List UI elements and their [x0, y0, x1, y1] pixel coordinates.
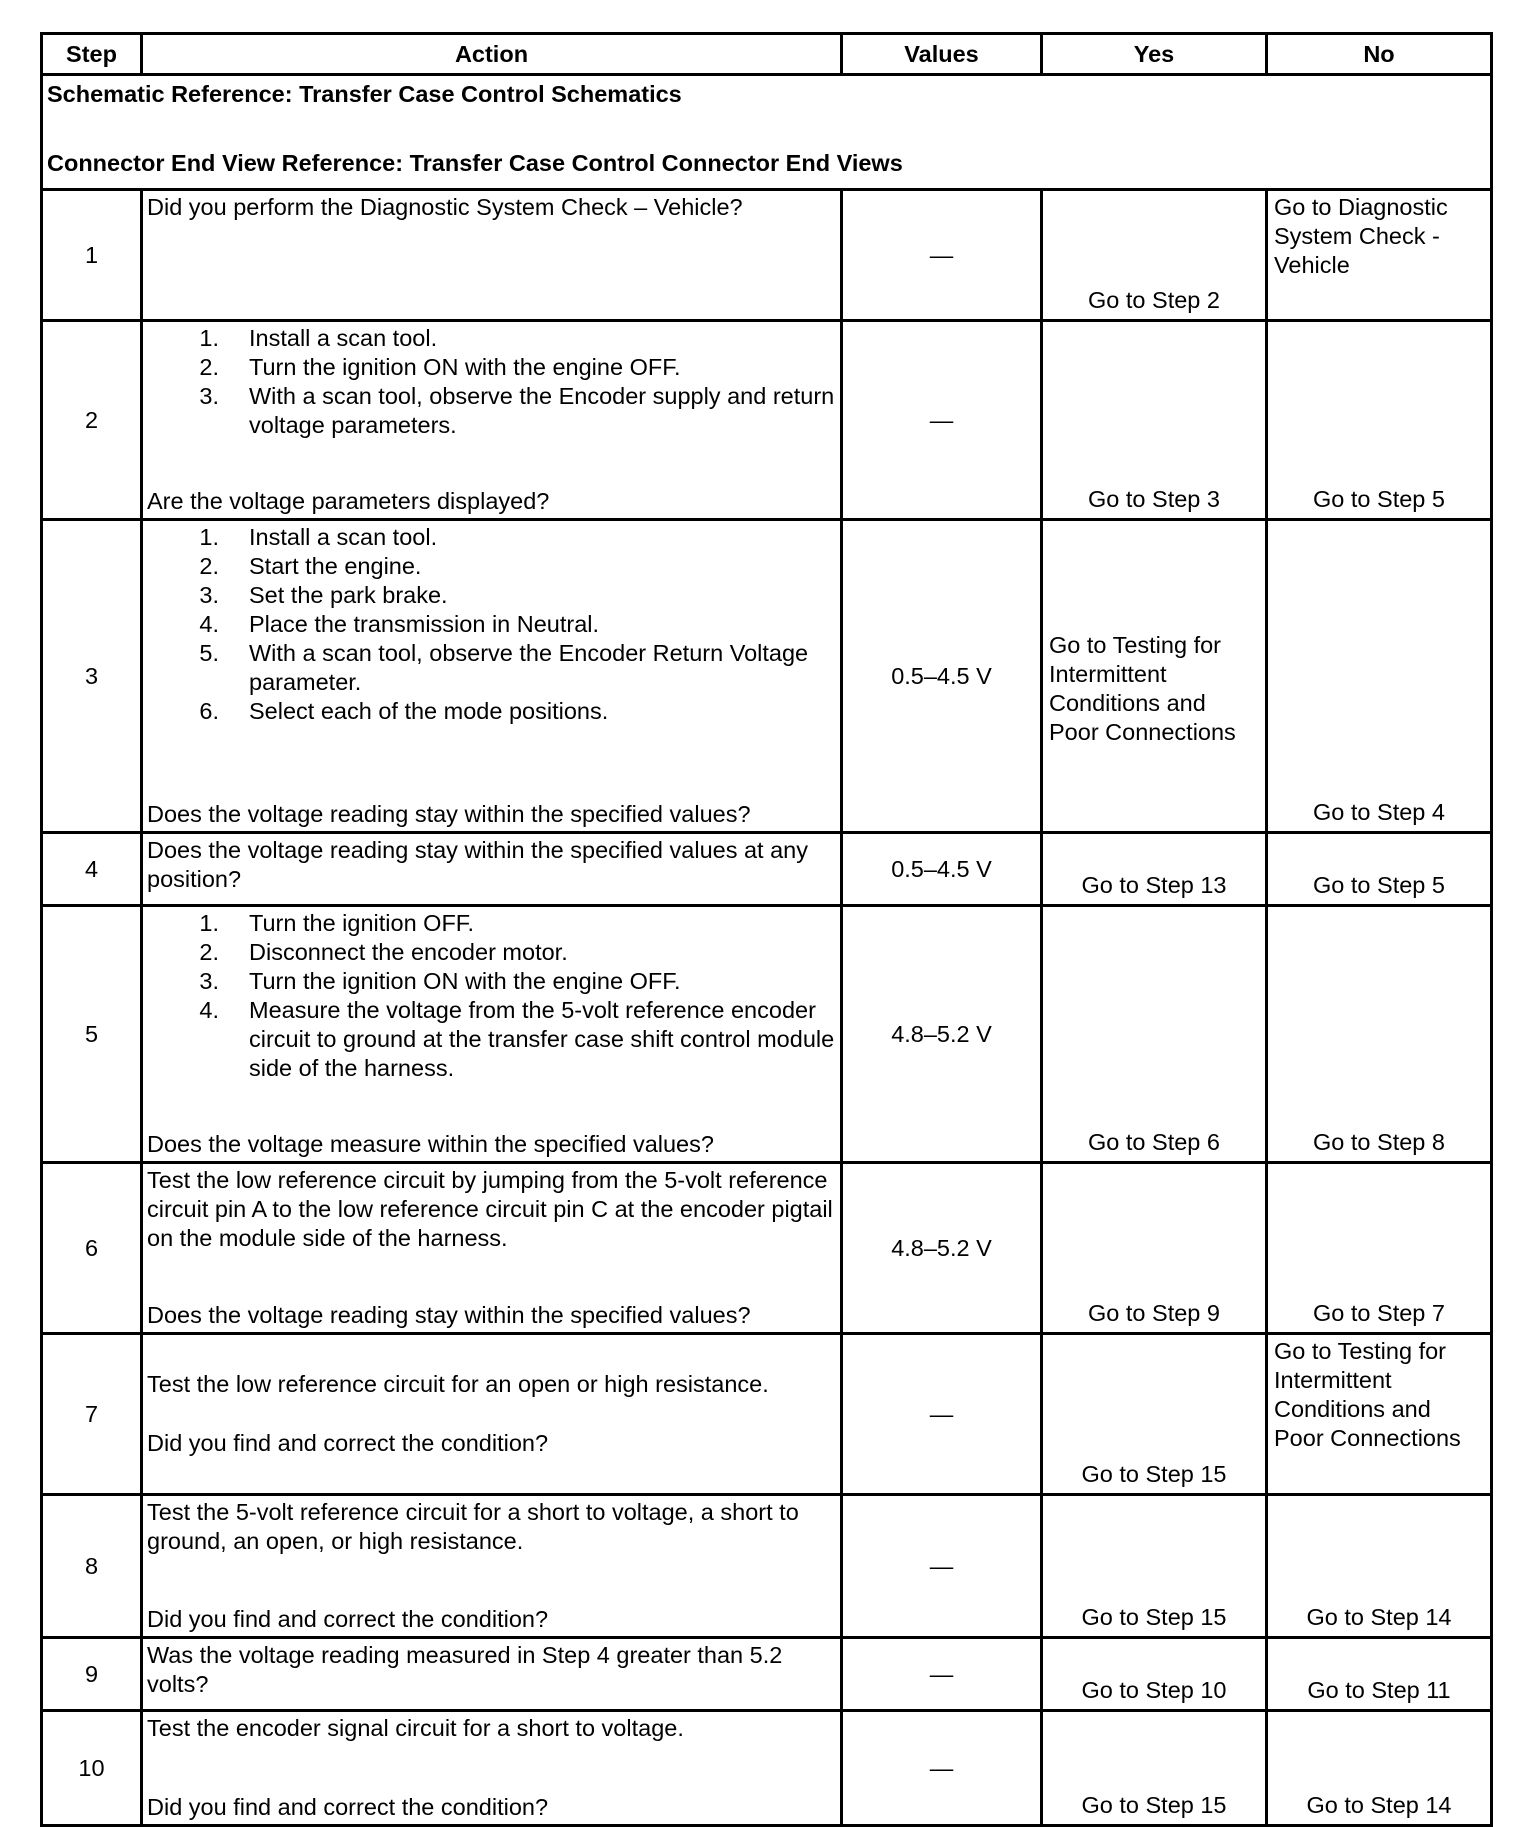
no-cell: Go to Step 4 [1267, 520, 1492, 833]
action-text: Did you perform the Diagnostic System Check – Vehicle? [147, 194, 743, 220]
step-number: 4 [42, 833, 142, 906]
action-text: Was the voltage reading measured in Step 4 greater than 5.2 volts? [147, 1642, 783, 1697]
step-number: 6 [42, 1163, 142, 1334]
table-row [42, 321, 1492, 520]
action-cell [142, 1711, 842, 1826]
action-cell [142, 906, 842, 1163]
values-cell: — [842, 1711, 1042, 1826]
no-cell: Go to Step 7 [1267, 1163, 1492, 1334]
action-cell [142, 833, 842, 906]
diagnostic-table-sheet [40, 32, 1490, 1827]
yes-cell: Go to Step 6 [1042, 906, 1267, 1163]
step-number: 9 [42, 1638, 142, 1711]
table-row [42, 1334, 1492, 1495]
action-cell [142, 190, 842, 321]
action-steps-list [147, 523, 836, 726]
values-cell: — [842, 321, 1042, 520]
values-cell: 0.5–4.5 V [842, 520, 1042, 833]
yes-cell: Go to Step 9 [1042, 1163, 1267, 1334]
yes-cell: Go to Step 3 [1042, 321, 1267, 520]
diagnostic-table [40, 32, 1493, 1827]
reference-cell [42, 75, 1492, 190]
action-cell [142, 1163, 842, 1334]
action-cell [142, 321, 842, 520]
list-item: 3. Set the park brake. [199, 582, 448, 608]
header-no: No [1267, 34, 1492, 75]
values-cell: — [842, 1638, 1042, 1711]
list-item: 5. With a scan tool, observe the Encoder Return Voltage parameter. [199, 640, 809, 695]
action-question: Does the voltage measure within the specified values? [147, 1131, 714, 1157]
action-question: Did you find and correct the condition? [147, 1606, 549, 1632]
values-cell: — [842, 1334, 1042, 1495]
list-item: 1. Install a scan tool. [199, 325, 438, 351]
step-number: 2 [42, 321, 142, 520]
action-cell [142, 520, 842, 833]
action-cell [142, 1638, 842, 1711]
action-text: Does the voltage reading stay within the specified values at any position? [147, 837, 809, 892]
step-number: 7 [42, 1334, 142, 1495]
step-number: 5 [42, 906, 142, 1163]
no-cell: Go to Step 8 [1267, 906, 1492, 1163]
no-cell: Go to Step 11 [1267, 1638, 1492, 1711]
values-cell: 4.8–5.2 V [842, 906, 1042, 1163]
connector-reference: Connector End View Reference: Transfer Case Control Connector End Views [47, 150, 903, 176]
list-item: 3. With a scan tool, observe the Encoder supply and return voltage parameters. [199, 383, 835, 438]
action-question: Did you find and correct the condition? [147, 1430, 549, 1456]
yes-cell: Go to Step 15 [1042, 1495, 1267, 1638]
reference-row [42, 75, 1492, 190]
list-item: 2. Disconnect the encoder motor. [199, 939, 568, 965]
action-text: Test the low reference circuit for an open or high resistance. [147, 1371, 769, 1397]
no-cell: Go to Step 14 [1267, 1495, 1492, 1638]
action-question: Does the voltage reading stay within the specified values? [147, 1302, 751, 1328]
table-row [42, 1711, 1492, 1826]
table-row [42, 906, 1492, 1163]
step-number: 1 [42, 190, 142, 321]
values-cell: 4.8–5.2 V [842, 1163, 1042, 1334]
table-row [42, 833, 1492, 906]
table-row [42, 190, 1492, 321]
list-item: 6. Select each of the mode positions. [199, 698, 609, 724]
list-item: 3. Turn the ignition ON with the engine OFF. [199, 968, 681, 994]
action-steps-list [147, 909, 836, 1083]
yes-cell: Go to Step 2 [1042, 190, 1267, 321]
no-cell: Go to Testing for Intermittent Conditions and Poor Connections [1267, 1334, 1492, 1495]
no-cell: Go to Diagnostic System Check - Vehicle [1267, 190, 1492, 321]
values-cell: — [842, 1495, 1042, 1638]
header-action: Action [142, 34, 842, 75]
list-item: 2. Start the engine. [199, 553, 422, 579]
yes-cell: Go to Step 15 [1042, 1711, 1267, 1826]
action-question: Does the voltage reading stay within the specified values? [147, 801, 751, 827]
action-steps-list [147, 324, 836, 440]
action-question: Are the voltage parameters displayed? [147, 488, 550, 514]
yes-cell: Go to Step 10 [1042, 1638, 1267, 1711]
header-values: Values [842, 34, 1042, 75]
no-cell: Go to Step 5 [1267, 321, 1492, 520]
values-cell: 0.5–4.5 V [842, 833, 1042, 906]
action-cell [142, 1334, 842, 1495]
yes-cell: Go to Testing for Intermittent Conditions and Poor Connections [1042, 520, 1267, 833]
step-number: 10 [42, 1711, 142, 1826]
step-number: 8 [42, 1495, 142, 1638]
list-item: 1. Install a scan tool. [199, 524, 438, 550]
action-question: Did you find and correct the condition? [147, 1794, 549, 1820]
no-cell: Go to Step 5 [1267, 833, 1492, 906]
action-cell [142, 1495, 842, 1638]
list-item: 1. Turn the ignition OFF. [199, 910, 475, 936]
list-item: 4. Place the transmission in Neutral. [199, 611, 600, 637]
values-cell: — [842, 190, 1042, 321]
table-row [42, 1495, 1492, 1638]
table-row [42, 520, 1492, 833]
action-text: Test the low reference circuit by jumping from the 5-volt reference circuit pin A to the low reference circuit pin C at the encoder pigtail on the module side of the harness. [147, 1167, 833, 1251]
action-text: Test the 5-volt reference circuit for a short to voltage, a short to ground, an open, or high resistance. [147, 1499, 799, 1554]
header-row [42, 34, 1492, 75]
action-text: Test the encoder signal circuit for a short to voltage. [147, 1715, 684, 1741]
table-row [42, 1163, 1492, 1334]
step-number: 3 [42, 520, 142, 833]
schematic-reference: Schematic Reference: Transfer Case Control Schematics [47, 81, 682, 107]
list-item: 2. Turn the ignition ON with the engine OFF. [199, 354, 681, 380]
yes-cell: Go to Step 15 [1042, 1334, 1267, 1495]
yes-cell: Go to Step 13 [1042, 833, 1267, 906]
header-yes: Yes [1042, 34, 1267, 75]
table-row [42, 1638, 1492, 1711]
no-cell: Go to Step 14 [1267, 1711, 1492, 1826]
list-item: 4. Measure the voltage from the 5-volt reference encoder circuit to ground at the transfer case shift control module side of the harness. [199, 997, 835, 1081]
header-step: Step [42, 34, 142, 75]
